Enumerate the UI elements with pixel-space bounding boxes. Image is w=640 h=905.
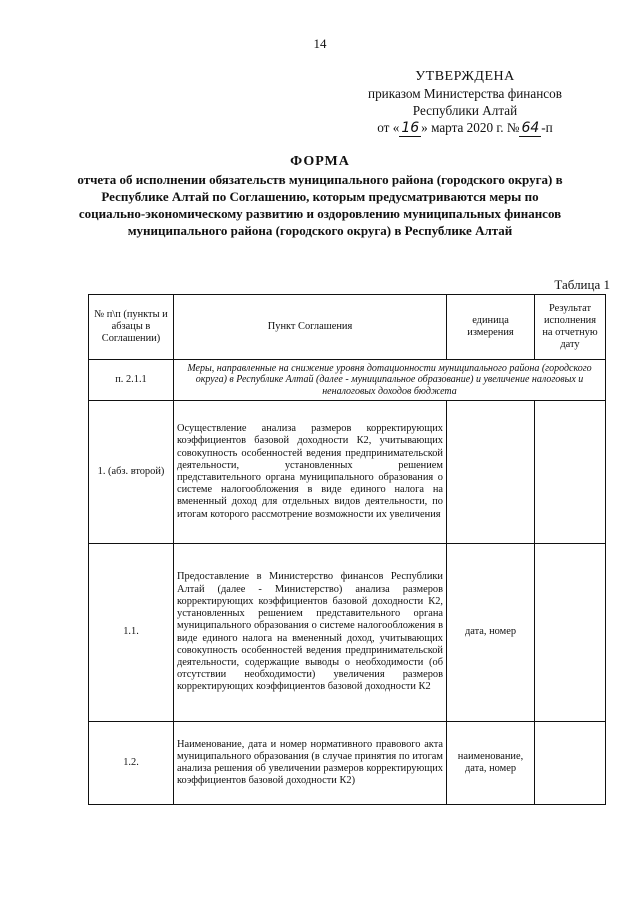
page-number: 14 (313, 36, 327, 51)
date-prefix: от « (377, 120, 400, 135)
row-number: 1.2. (89, 722, 174, 805)
approval-stamp (340, 68, 590, 137)
row-unit: наименование, дата, номер (447, 722, 535, 805)
document-title: ФОРМА (290, 154, 350, 169)
date-mid: » марта 2020 г. № (421, 120, 520, 135)
row-unit (447, 401, 535, 544)
row-unit: дата, номер (447, 544, 535, 722)
row-text: Осуществление анализа размеров корректирующих коэффициентов базовой доходности К2, учитывающих совокупность особенностей ведения предпринимательской деятельности, установленных решением представительного органа муниципального образования о системе налогообложения в виде единого налога на вмененный доход для отдельных видов деятельности, по итогам которого рассмотрение возможности их увеличения (174, 401, 447, 544)
document-subtitle: отчета об исполнении обязательств муниципального района (городского округа) в Республике Алтай по Соглашению, которым предусматриваются меры по социально-экономическому развитию и оздоровлению муниципальных финансов муниципального района (городского округа) в Республике Алтай (77, 172, 563, 238)
table-row (89, 360, 606, 401)
row-number: п. 2.1.1 (89, 360, 174, 401)
row-text: Наименование, дата и номер нормативного правового акта муниципального образования (в случае принятия по итогам анализа решения об увеличении размеров корректирующих коэффициентов базовой доходности К2) (174, 722, 447, 805)
table-header-row (89, 295, 606, 360)
approval-line-1: приказом Министерства финансов (368, 86, 562, 101)
header-item: Пункт Соглашения (174, 295, 447, 360)
row-number: 1.1. (89, 544, 174, 722)
table-label: Таблица 1 (554, 277, 610, 292)
table-row (89, 544, 606, 722)
approval-label: УТВЕРЖДЕНА (415, 69, 515, 84)
table-row (89, 401, 606, 544)
header-num: № п\п (пункты и абзацы в Соглашении) (89, 295, 174, 360)
header-result: Результат исполнения на отчетную дату (535, 295, 606, 360)
section-heading: Меры, направленные на снижение уровня дотационности муниципального района (городского округа) в Республике Алтай (далее - муниципальное образование) и увеличение налоговых и неналоговых доходов бюджета (174, 360, 606, 401)
approval-date-line (340, 119, 590, 137)
row-result (535, 401, 606, 544)
row-number: 1. (абз. второй) (89, 401, 174, 544)
table-row (89, 722, 606, 805)
row-result (535, 544, 606, 722)
row-result (535, 722, 606, 805)
approval-line-2: Республики Алтай (412, 103, 518, 118)
report-table (88, 294, 606, 805)
header-unit: единица измерения (447, 295, 535, 360)
date-suffix: -п (541, 120, 553, 135)
handwritten-number: 64 (521, 120, 540, 136)
row-text: Предоставление в Министерство финансов Республики Алтай (далее - Министерство) анализа размеров корректирующих коэффициентов базовой доходности К2, установленных решением представительного органа муниципального образования о системе налогообложения в виде единого налога на вмененный доход, учитывающих совокупность особенностей ведения предпринимательской деятельности, содержащие выводы о необходимости (об отсутствии необходимости) увеличения размеров корректирующих коэффициентов базовой доходности К2 (174, 544, 447, 722)
handwritten-day: 16 (401, 120, 420, 136)
